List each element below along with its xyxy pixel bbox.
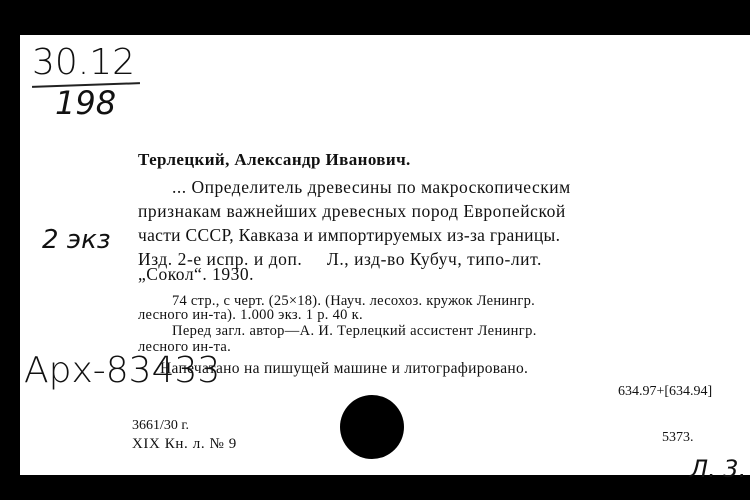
handwritten-top-number: 30.12 — [32, 42, 136, 83]
handwritten-bottom-right: Л. 3. — [690, 455, 747, 483]
title-line: признакам важнейших древесных пород Европейской — [138, 201, 566, 221]
book-number: XIX Кн. л. № 9 — [132, 436, 237, 452]
title-line: части СССР, Кавказа и импортируемых из-за границы. — [138, 225, 561, 245]
description-line: 74 стр., с черт. (25×18). (Науч. лесохоз. кружок Ленингр. — [172, 293, 535, 309]
card-number: 5373. — [662, 430, 694, 445]
description-line: лесного ин-та). 1.000 экз. 1 р. 40 к. — [138, 307, 363, 323]
author-heading: Терлецкий, Александр Иванович. — [138, 150, 411, 169]
note-line: Перед загл. автор—А. И. Терлецкий ассистент Ленингр. — [172, 323, 537, 339]
registration-number: 3661/30 г. — [132, 418, 190, 433]
note-line: лесного ин-та. — [138, 339, 232, 355]
title-line: Изд. 2-е испр. и доп. Л., изд-во Кубуч, типо-лит. — [138, 249, 542, 269]
title-line: „Сокол“. 1930. — [138, 264, 254, 284]
handwritten-catalog-code: Арх-83433 — [24, 350, 221, 391]
handwritten-margin-note: 2 экз — [42, 225, 111, 255]
classification: 634.97+[634.94] — [618, 384, 713, 399]
printing-note: Напечатано на пишущей машине и литографировано. — [160, 360, 529, 377]
punch-hole — [340, 395, 404, 459]
title-line: ... Определитель древесины по макроскопическим — [172, 177, 571, 197]
handwritten-sub-number: 198 — [55, 84, 117, 122]
